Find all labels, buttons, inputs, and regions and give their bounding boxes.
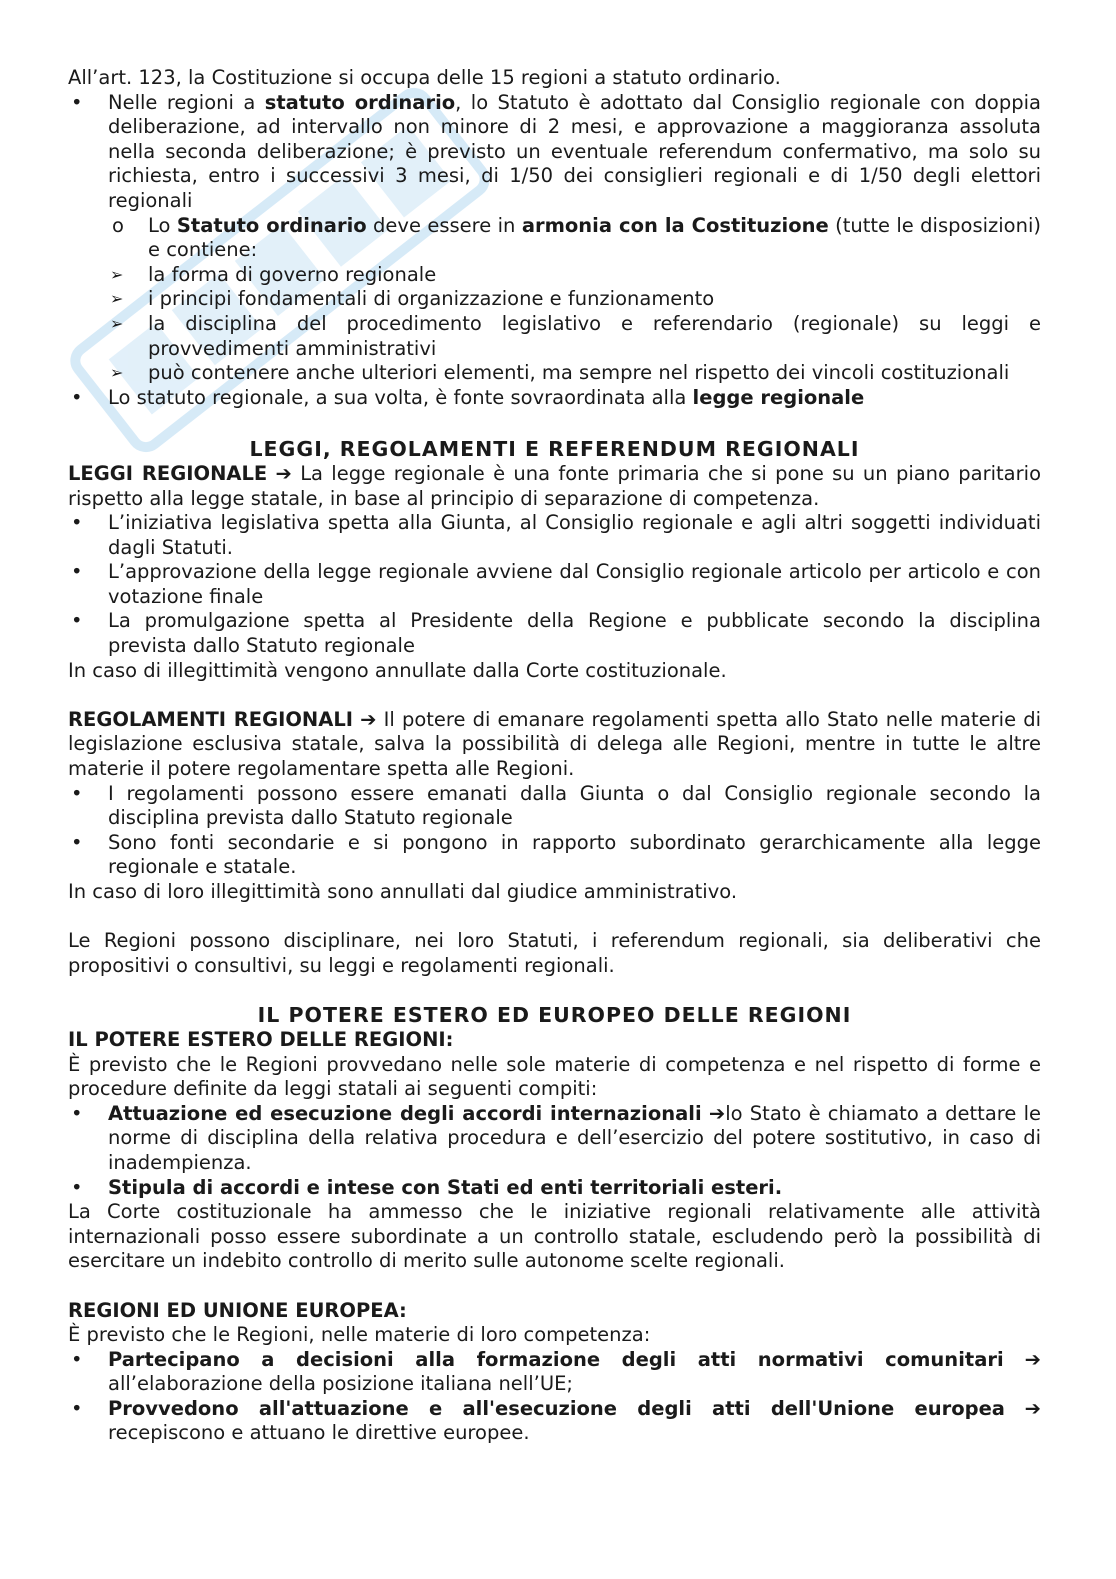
leggi-list — [68, 511, 1041, 659]
bullet-icon: • — [71, 1175, 83, 1199]
list-item: • L’iniziativa legislativa spetta alla Giunta, al Consiglio regionale e agli altri soggetti individuati dagli Statuti. — [71, 511, 1041, 559]
list-item: • Provvedono all'attuazione e all'esecuzione degli atti dell'Unione europea ➔ recepiscono e attuano le direttive europee. — [71, 1396, 1041, 1445]
bullet-icon: • — [71, 90, 83, 114]
document-body — [68, 66, 1041, 1446]
section-heading-potere-estero: IL POTERE ESTERO ED EUROPEO DELLE REGIONI — [257, 1003, 852, 1028]
arrow-icon: ➔ — [1024, 1347, 1042, 1371]
list-item: ➢ può contenere anche ulteriori elementi, ma sempre nel rispetto dei vincoli costituzionali — [110, 361, 1010, 385]
arrow-bullet-icon: ➢ — [110, 363, 124, 383]
bullet-icon: • — [71, 781, 83, 805]
section-heading-leggi: LEGGI, REGOLAMENTI E REFERENDUM REGIONALI — [249, 437, 860, 462]
potere-estero-list — [68, 1102, 1041, 1200]
subheading-unione-europea: REGIONI ED UNIONE EUROPEA: — [68, 1298, 407, 1322]
regolamenti-note: In caso di loro illegittimità sono annullati dal giudice amministrativo. — [68, 880, 738, 903]
bullet-icon: • — [71, 1347, 83, 1371]
leggi-paragraph: LEGGI REGIONALE ➔ La legge regionale è una fonte primaria che si pone su un piano paritario rispetto alla legge statale, in base al principio di separazione di competenza. — [68, 461, 1041, 510]
arrow-icon: ➔ — [708, 1101, 726, 1125]
arrow-icon: ➔ — [275, 461, 292, 485]
bullet-icon: • — [71, 609, 83, 633]
list-item: • L’approvazione della legge regionale avviene dal Consiglio regionale articolo per articolo e con votazione finale — [71, 560, 1041, 608]
unione-europea-intro: È previsto che le Regioni, nelle materie di loro competenza: — [68, 1323, 651, 1347]
list-item: ➢ i principi fondamentali di organizzazione e funzionamento — [110, 287, 715, 311]
list-item: • La promulgazione spetta al Presidente della Regione e pubblicate secondo la disciplina prevista dallo Statuto regionale — [71, 609, 1041, 658]
leggi-note: In caso di illegittimità vengono annullate dalla Corte costituzionale. — [68, 658, 727, 682]
regolamenti-list — [68, 782, 1041, 880]
list-item: o Lo Statuto ordinario deve essere in armonia con la Costituzione (tutte le disposizioni) e contiene: — [112, 213, 1041, 262]
corte-paragraph: La Corte costituzionale ha ammesso che le iniziative regionali relativamente alle attività internazionali posso essere subordinate a un controllo statale, escludendo però la possibilità di esercitare un indebito controllo di merito sulle autonome scelte regionali. — [68, 1200, 1041, 1273]
list-item: • Sono fonti secondarie e si pongono in rapporto subordinato gerarchicamente alla legge regionale e statale. — [71, 830, 1041, 879]
list-item: ➢ la disciplina del procedimento legislativo e referendario (regionale) su leggi e provvedimenti amministrativi — [110, 311, 1041, 360]
arrow-bullet-icon: ➢ — [110, 313, 124, 333]
regolamenti-paragraph: REGOLAMENTI REGIONALI ➔ Il potere di emanare regolamenti spetta allo Stato nelle materie di legislazione esclusiva statale, salva la possibilità di delega alle Regioni, mentre in tutte le altre materie il potere regolamentare spetta alle Regioni. — [68, 707, 1042, 781]
bullet-icon: • — [71, 511, 83, 535]
unione-europea-list — [68, 1348, 1041, 1446]
bullet-icon: • — [71, 385, 83, 409]
bullet-icon: • — [71, 560, 83, 584]
list-item: • I regolamenti possono essere emanati dalla Giunta o dal Consiglio regionale secondo la disciplina prevista dallo Statuto regionale — [71, 781, 1041, 830]
bullet-icon: • — [71, 1396, 83, 1420]
list-item: • Attuazione ed esecuzione degli accordi internazionali ➔lo Stato è chiamato a dettare le norme di disciplina della relativa procedura e dell’esercizio del potere sostitutivo, in caso di inadempienza. — [71, 1101, 1041, 1174]
list-item: • Lo statuto regionale, a sua volta, è fonte sovraordinata alla legge regionale — [71, 385, 865, 409]
arrow-icon: ➔ — [1024, 1396, 1041, 1420]
list-item: • Stipula di accordi e intese con Stati ed enti territoriali esteri. — [71, 1175, 783, 1199]
list-item: ➢ la forma di governo regionale — [110, 262, 437, 286]
subheading-potere-estero: IL POTERE ESTERO DELLE REGIONI: — [68, 1027, 454, 1051]
potere-estero-intro: È previsto che le Regioni provvedano nelle sole materie di competenza e nel rispetto di forme e procedure definite da leggi statali ai seguenti compiti: — [68, 1052, 1041, 1101]
bullet-icon: • — [71, 1101, 83, 1125]
list-item: • Partecipano a decisioni alla formazione degli atti normativi comunitari ➔ all’elaborazione della posizione italiana nell’UE; — [71, 1347, 1042, 1396]
arrow-bullet-icon: ➢ — [110, 289, 124, 309]
list-item: • Nelle regioni a statuto ordinario, lo Statuto è adottato dal Consiglio regionale con doppia deliberazione, ad intervallo non minore di 2 mesi, e approvazione a maggioranza assoluta nella seconda deliberazione; è previsto un eventuale referendum confermativo, ma solo su richiesta, entro i successivi 3 mesi, di 1/50 dei consiglieri regionali e di 1/50 degli elettori regionali — [71, 90, 1041, 212]
arrow-icon: ➔ — [360, 707, 377, 731]
statuto-list — [68, 91, 1041, 411]
intro-line: All’art. 123, la Costituzione si occupa delle 15 regioni a statuto ordinario. — [68, 66, 781, 89]
referendum-paragraph: Le Regioni possono disciplinare, nei loro Statuti, i referendum regionali, sia deliberativi che propositivi o consultivi, su leggi e regolamenti regionali. — [68, 929, 1041, 977]
bullet-icon: • — [71, 830, 83, 854]
arrow-bullet-icon: ➢ — [110, 264, 124, 284]
circle-bullet-icon: o — [112, 213, 124, 237]
